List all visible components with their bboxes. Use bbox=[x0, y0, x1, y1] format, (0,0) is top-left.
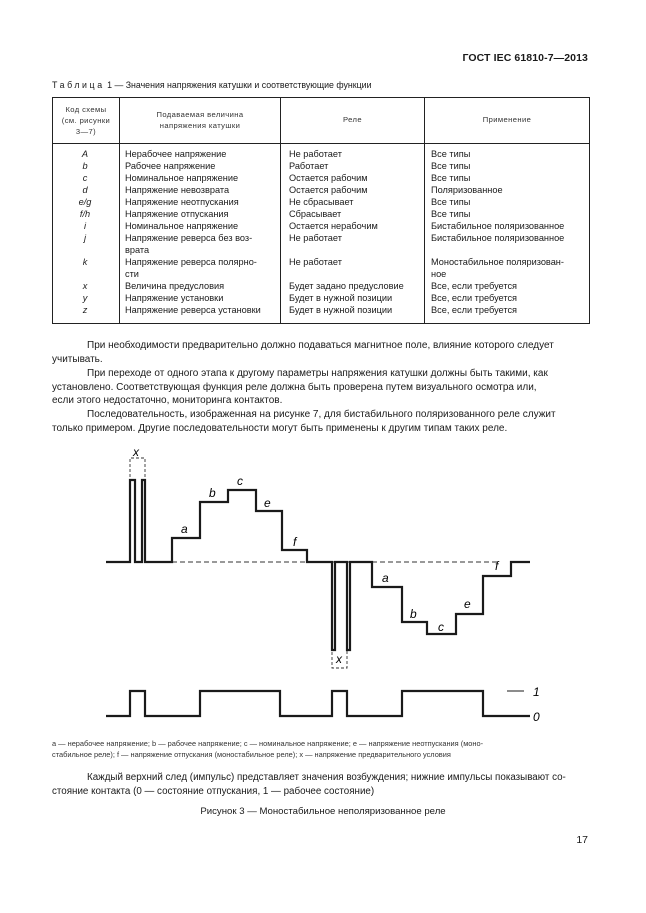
table-cell: Будет в нужной позиции bbox=[289, 305, 393, 315]
label-a-up: a bbox=[181, 522, 188, 536]
label-b-down: b bbox=[410, 607, 417, 621]
table-cell: врата bbox=[125, 245, 150, 255]
table-cell: f/h bbox=[79, 209, 91, 219]
label-f-down: f bbox=[495, 559, 499, 573]
excitation-waveform bbox=[106, 480, 530, 650]
table-cell: Бистабильное поляризованное bbox=[431, 221, 565, 231]
table-col-divider bbox=[280, 97, 281, 323]
table-cell: Все типы bbox=[431, 173, 471, 183]
table-caption-text: 1 — Значения напряжения катушки и соответствующие функции bbox=[107, 80, 372, 90]
table-cell: j bbox=[83, 233, 87, 243]
table-bottom-rule bbox=[52, 323, 590, 324]
table-cell: e/g bbox=[78, 197, 92, 207]
waveform-figure bbox=[0, 440, 646, 730]
table-cell: Не работает bbox=[289, 149, 342, 159]
level-high-label: 1 bbox=[533, 685, 540, 699]
table-cell: Нерабочее напряжение bbox=[125, 149, 227, 159]
page-number: 17 bbox=[576, 834, 588, 846]
table-cell: A bbox=[81, 149, 89, 159]
header-value: Подаваемая величина напряжения катушки bbox=[156, 110, 244, 130]
table-cell: Все типы bbox=[431, 197, 471, 207]
table-cell: b bbox=[82, 161, 88, 171]
table-cell: Сбрасывает bbox=[289, 209, 342, 219]
table-cell: Все, если требуется bbox=[431, 305, 518, 315]
table-cell: Напряжение невозврата bbox=[125, 185, 230, 195]
figure-note: Каждый верхний след (импульс) представляет значения возбуждения; нижние импульсы показывают со- стояние контакта (0 — состояние отпускания, 1 — рабочее состояние) bbox=[52, 772, 566, 797]
table-cell: Остается рабочим bbox=[289, 173, 368, 183]
label-e-up: e bbox=[264, 496, 271, 510]
table-cell: Напряжение реверса без воз- bbox=[125, 233, 253, 243]
table-cell: Все, если требуется bbox=[431, 293, 518, 303]
label-a-down: a bbox=[382, 571, 389, 585]
table-caption bbox=[52, 80, 372, 90]
table-cell: i bbox=[83, 221, 87, 231]
table-cell: Рабочее напряжение bbox=[125, 161, 216, 171]
label-c-up: c bbox=[237, 474, 243, 488]
table-border-right bbox=[589, 97, 590, 323]
table-cell: Напряжение установки bbox=[125, 293, 224, 303]
table-cell: Напряжение отпускания bbox=[125, 209, 229, 219]
column-value bbox=[125, 149, 261, 317]
table-cell: Поляризованное bbox=[431, 185, 503, 195]
table-top-rule bbox=[52, 97, 590, 98]
table-cell: Напряжение реверса установки bbox=[125, 305, 261, 315]
table-col-divider bbox=[424, 97, 425, 323]
paragraph-sequence: Последовательность, изображенная на рисунке 7, для бистабильного поляризованного реле служит только примером. Другие последовательности могут быть применены к другим типам таких реле. bbox=[52, 409, 556, 434]
table-cell: Напряжение реверса полярно- bbox=[125, 257, 257, 267]
table-caption-prefix: Таблица bbox=[52, 80, 105, 90]
table-cell: Остается рабочим bbox=[289, 185, 368, 195]
table-cell: Величина предусловия bbox=[125, 281, 225, 291]
table-cell: Работает bbox=[289, 161, 329, 171]
header-relay: Реле bbox=[343, 115, 362, 124]
table-cell: Номинальное напряжение bbox=[125, 173, 239, 183]
table-cell: Напряжение неотпускания bbox=[125, 197, 239, 207]
label-c-down: c bbox=[438, 620, 444, 634]
table-cell: d bbox=[82, 185, 88, 195]
table-cell: Будет в нужной позиции bbox=[289, 293, 393, 303]
table-cell: Не сбрасывает bbox=[289, 197, 354, 207]
table-cell: Все типы bbox=[431, 149, 471, 159]
table-cell: Не работает bbox=[289, 233, 342, 243]
label-b-up: b bbox=[209, 486, 216, 500]
column-application bbox=[431, 149, 564, 317]
table-cell: Не работает bbox=[289, 257, 342, 267]
table-cell: x bbox=[82, 281, 88, 291]
label-e-down: e bbox=[464, 597, 471, 611]
table-cell: Будет задано предусловие bbox=[289, 281, 404, 291]
table-cell: y bbox=[82, 293, 88, 303]
label-x-top: x bbox=[133, 445, 139, 459]
table-cell: Моностабильное поляризован- bbox=[431, 257, 564, 267]
table-cell: Все типы bbox=[431, 161, 471, 171]
table-cell: сти bbox=[125, 269, 139, 279]
label-x-bottom: x bbox=[336, 652, 342, 666]
table-cell: z bbox=[82, 305, 88, 315]
figure-legend: a — нерабочее напряжение; b — рабочее напряжение; c — номинальное напряжение; e — напряжение неотпускания (моно- стабильное реле); f — напряжение отпускания (моностабильное реле); x — напряжение предварительного условия bbox=[52, 739, 484, 759]
table-cell: Номинальное напряжение bbox=[125, 221, 239, 231]
table-cell: Все, если требуется bbox=[431, 281, 518, 291]
table-cell: Все типы bbox=[431, 209, 471, 219]
header-application: Применение bbox=[482, 115, 532, 124]
table-header-rule bbox=[52, 143, 590, 144]
table-cell: ное bbox=[431, 269, 447, 279]
column-relay bbox=[289, 149, 404, 317]
label-f-up: f bbox=[293, 535, 297, 549]
table-cell: k bbox=[82, 257, 88, 267]
table-cell: c bbox=[82, 173, 88, 183]
contact-waveform bbox=[106, 691, 530, 716]
table-cell: Бистабильное поляризованное bbox=[431, 233, 565, 243]
column-code bbox=[53, 149, 117, 317]
table-cell: Остается нерабочим bbox=[289, 221, 378, 231]
paragraph-transition: При переходе от одного этапа к другому параметры напряжения катушки должны быть такими, как установлено. Соответствующая функция реле должна быть проверена путем визуального осмотра или, если этого недостаточно, мониторинга контактов. bbox=[52, 368, 548, 407]
figure-caption: Рисунок 3 — Моностабильное неполяризованное реле bbox=[200, 806, 446, 817]
level-low-label: 0 bbox=[533, 710, 540, 724]
document-header: ГОСТ IEC 61810-7—2013 bbox=[462, 52, 588, 64]
paragraph-magnetic-field: При необходимости предварительно должно подаваться магнитное поле, влияние которого следует учитывать. bbox=[52, 340, 554, 365]
header-code: Код схемы (см. рисунки 3—7) bbox=[61, 105, 111, 136]
